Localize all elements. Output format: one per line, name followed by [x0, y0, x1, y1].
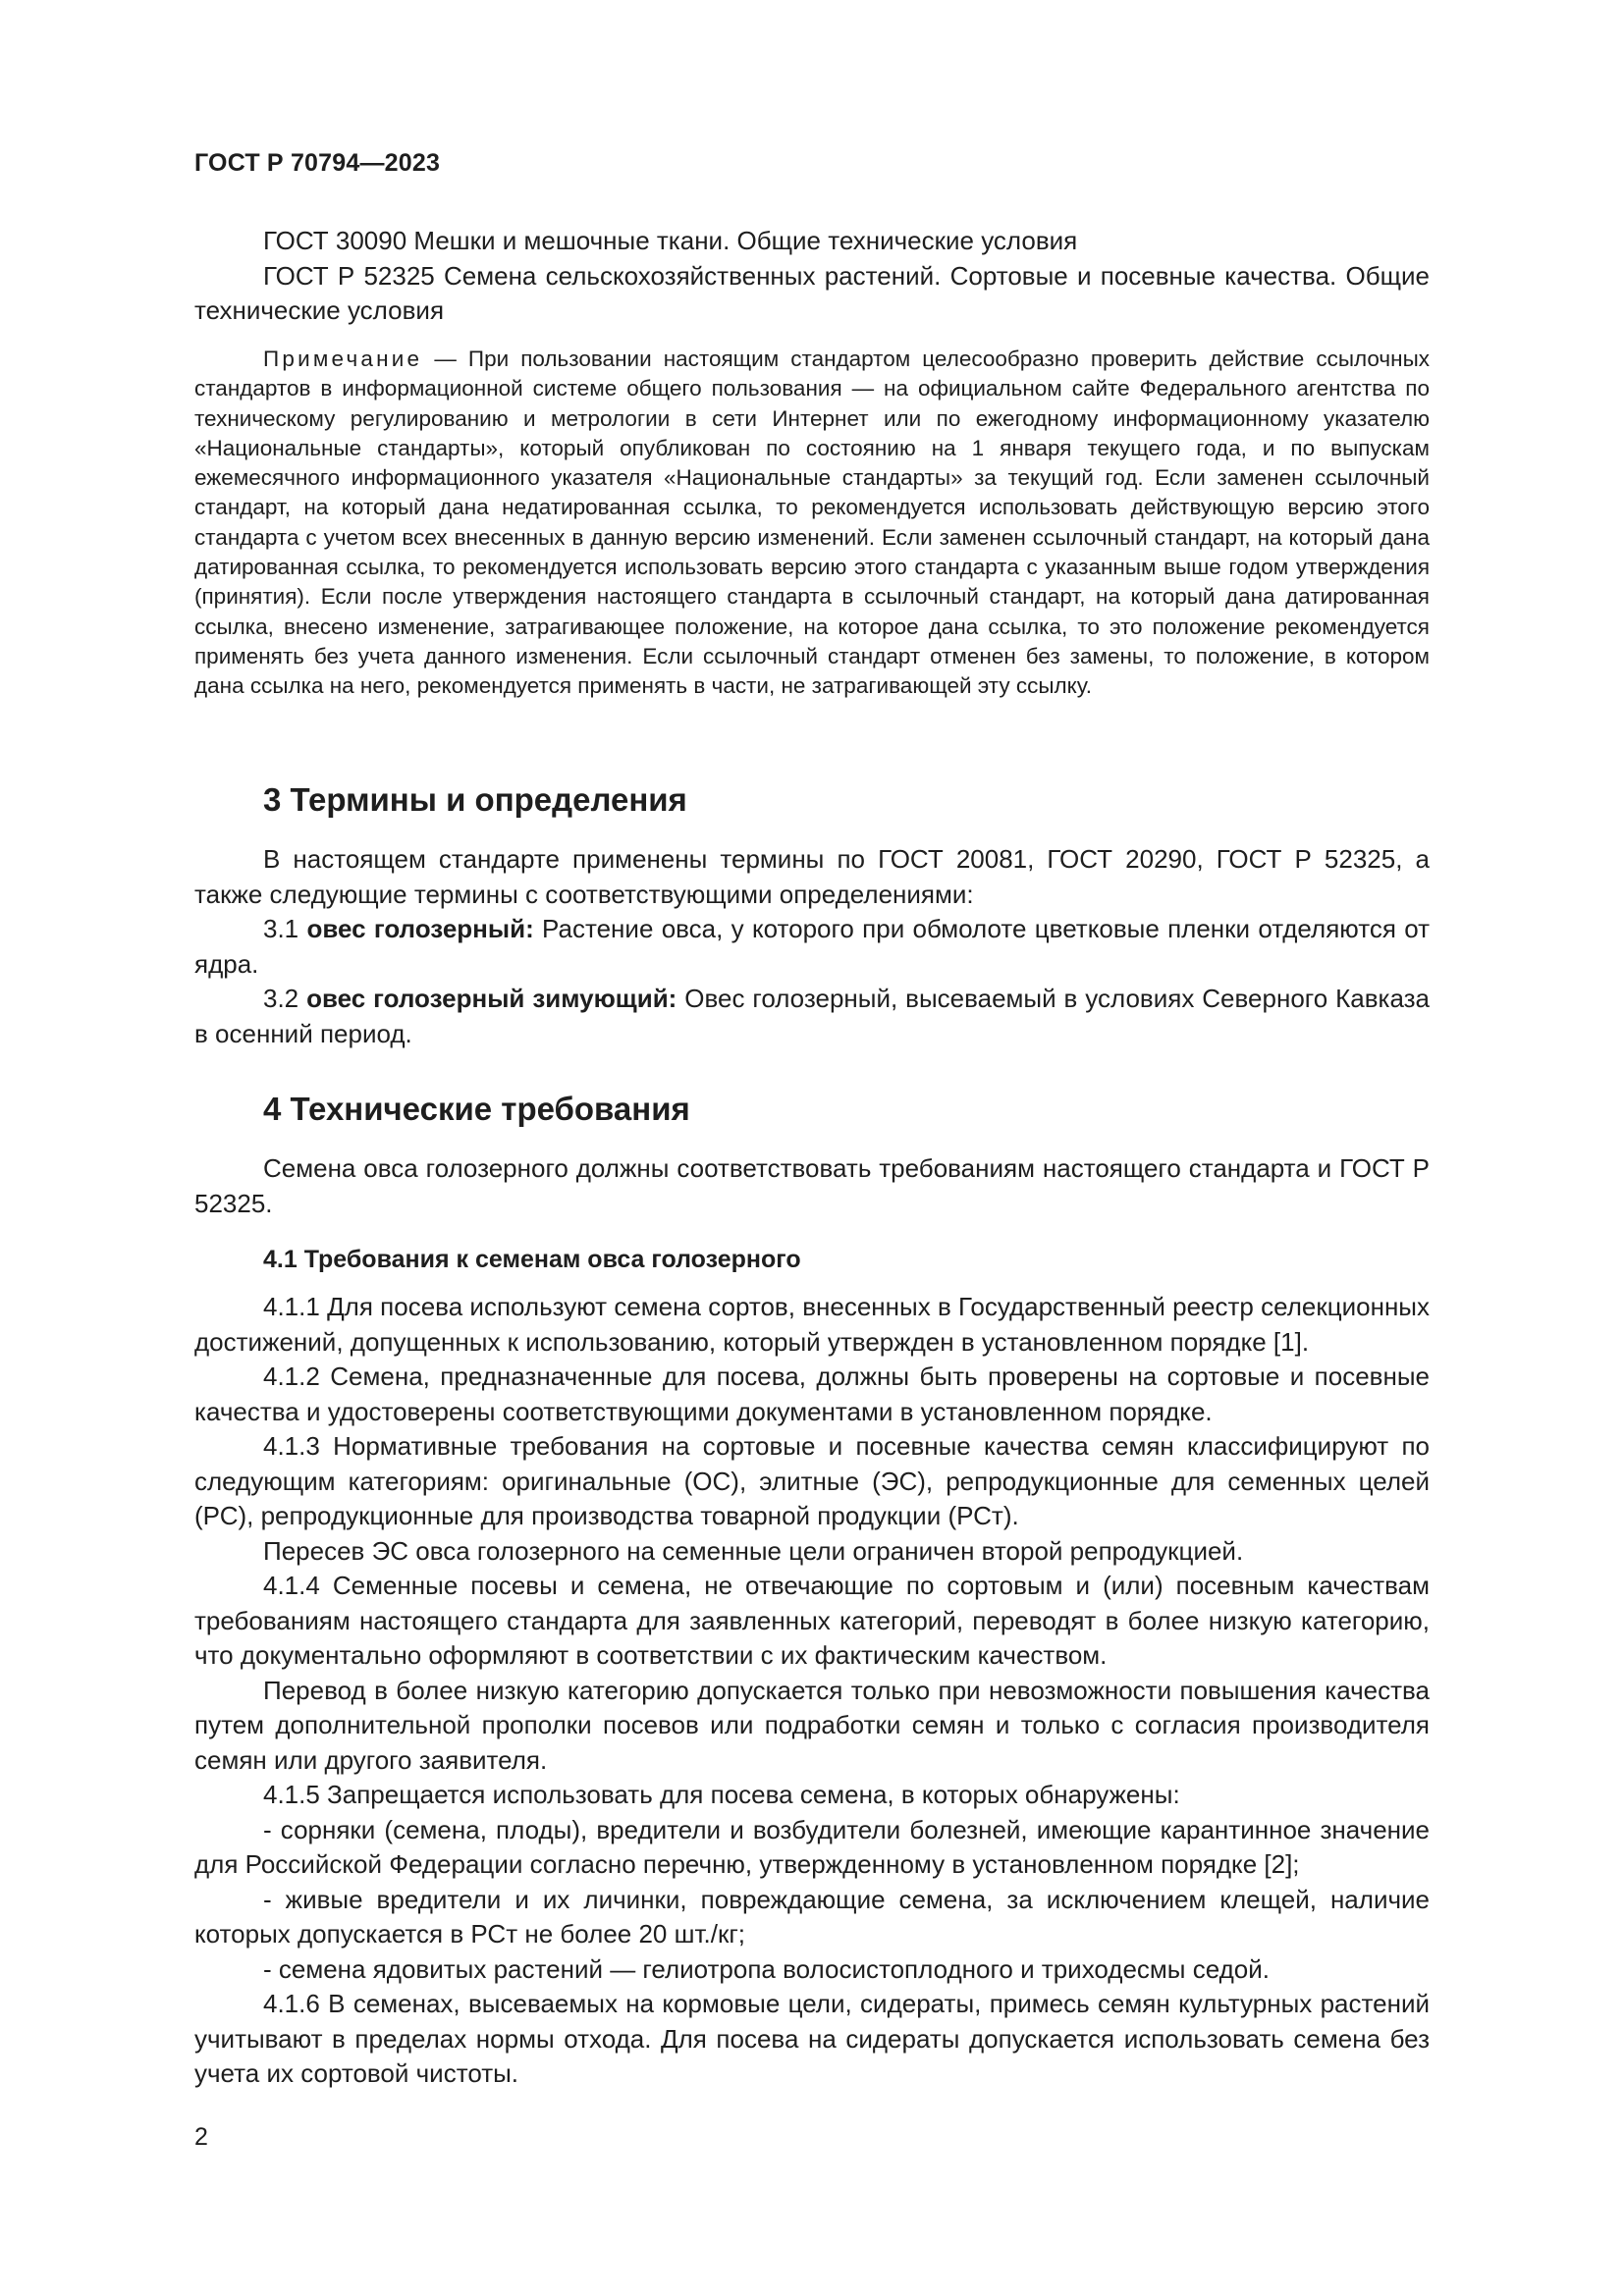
term-number: 3.2: [263, 984, 307, 1013]
list-item: - семена ядовитых растений — гелиотропа волосистоплодного и триходесмы седой.: [263, 1953, 1270, 1984]
term-name: овес голозерный:: [306, 914, 534, 943]
note-label: Примечание: [263, 347, 423, 371]
section-3: [194, 780, 1430, 1051]
section-4-intro: Семена овса голозерного должны соответствовать требованиям настоящего стандарта и ГОСТ Р 52325.: [194, 1153, 1430, 1218]
paragraph: 4.1.5 Запрещается использовать для посева семена, в которых обнаружены:: [263, 1780, 1180, 1809]
paragraph: 4.1.6 В семенах, высеваемых на кормовые цели, сидераты, примесь семян культурных растений учитывают в пределах нормы отхода. Для посева на сидераты допускается использовать семена без учета их сортовой чистоты.: [194, 1989, 1430, 2088]
page-number: 2: [194, 2123, 208, 2151]
note-paragraph: [194, 345, 1430, 702]
paragraph: 4.1.1 Для посева используют семена сортов, внесенных в Государственный реестр селекционных достижений, допущенных к использованию, который утвержден в установленном порядке [1].: [194, 1292, 1430, 1357]
section-3-title: 3 Термины и определения: [263, 781, 687, 818]
paragraph: 4.1.2 Семена, предназначенные для посева, должны быть проверены на сортовые и посевные качества и удостоверены соответствующими документами в установленном порядке.: [194, 1362, 1430, 1426]
section-4: [194, 1090, 1430, 2092]
reference-item: ГОСТ Р 52325 Семена сельскохозяйственных растений. Сортовые и посевные качества. Общие технические условия: [194, 260, 1430, 325]
note-block: [194, 345, 1430, 702]
note-text: — При пользовании настоящим стандартом целесообразно проверить действие ссылочных стандартов в информационной системе общего пользования — на официальном сайте Федерального агентства по техническому регулированию и метрологии в сети Интернет или по ежегодному информационному указателю «Национальные стандарты», который опубликован по состоянию на 1 января текущего года, и по выпускам ежемесячного информационного указателя «Национальные стандарты» за текущий год. Если заменен ссылочный стандарт, на который дана недатированная ссылка, то рекомендуется использовать действующую версию этого стандарта с учетом всех внесенных в данную версию изменений. Если заменен ссылочный стандарт, на который дана датированная ссылка, то рекомендуется использовать версию этого стандарта с указанным выше годом утверждения (принятия). Если после утверждения настоящего стандарта в ссылочный стандарт, на который дана датированная ссылка, внесено изменение, затрагивающее положение, на которое дана ссылка, то это положение рекомендуется применять без учета данного изменения. Если ссылочный стандарт отменен без замены, то положение, в котором дана ссылка на него, рекомендуется применять в части, не затрагивающей эту ссылку.: [194, 347, 1430, 699]
section-4-title: 4 Технические требования: [263, 1091, 690, 1127]
list-item: - живые вредители и их личинки, повреждающие семена, за исключением клещей, наличие которых допускается в РСт не более 20 шт./кг;: [194, 1884, 1430, 1949]
section-3-intro: В настоящем стандарте применены термины по ГОСТ 20081, ГОСТ 20290, ГОСТ Р 52325, а также следующие термины с соответствующими определениями:: [194, 844, 1430, 909]
paragraph: Перевод в более низкую категорию допускается только при невозможности повышения качества путем дополнительной прополки посевов или подработки семян и только с согласия производителя семян или другого заявителя.: [194, 1675, 1430, 1775]
term-item: [194, 912, 1430, 982]
references-block: [194, 224, 1430, 329]
term-definition: Овес голозерный, высеваемый в условиях Северного Кавказа в осенний период.: [194, 984, 1430, 1048]
document-code: ГОСТ Р 70794—2023: [194, 149, 441, 177]
term-number: 3.1: [263, 914, 307, 943]
paragraph: 4.1.4 Семенные посевы и семена, не отвечающие по сортовым и (или) посевным качествам требованиям настоящего стандарта для заявленных категорий, переводят в более низкую категорию, что документально оформляют в соответствии с их фактическим качеством.: [194, 1571, 1430, 1670]
term-definition: Растение овса, у которого при обмолоте цветковые пленки отделяются от ядра.: [194, 914, 1430, 979]
reference-item: ГОСТ 30090 Мешки и мешочные ткани. Общие технические условия: [263, 226, 1078, 255]
paragraph: 4.1.3 Нормативные требования на сортовые и посевные качества семян классифицируют по следующим категориям: оригинальные (ОС), элитные (ЭС), репродукционные для семенных целей (РС), репродукционные для производства товарной продукции (РСт).: [194, 1431, 1430, 1530]
term-item: [194, 982, 1430, 1051]
term-name: овес голозерный зимующий:: [306, 984, 677, 1013]
subsection-4-1-title: 4.1 Требования к семенам овса голозерного: [263, 1246, 801, 1273]
paragraph: Пересев ЭС овса голозерного на семенные цели ограничен второй репродукцией.: [263, 1535, 1244, 1566]
list-item: - сорняки (семена, плоды), вредители и возбудители болезней, имеющие карантинное значение для Российской Федерации согласно перечню, утвержденному в установленном порядке [2];: [194, 1814, 1430, 1879]
